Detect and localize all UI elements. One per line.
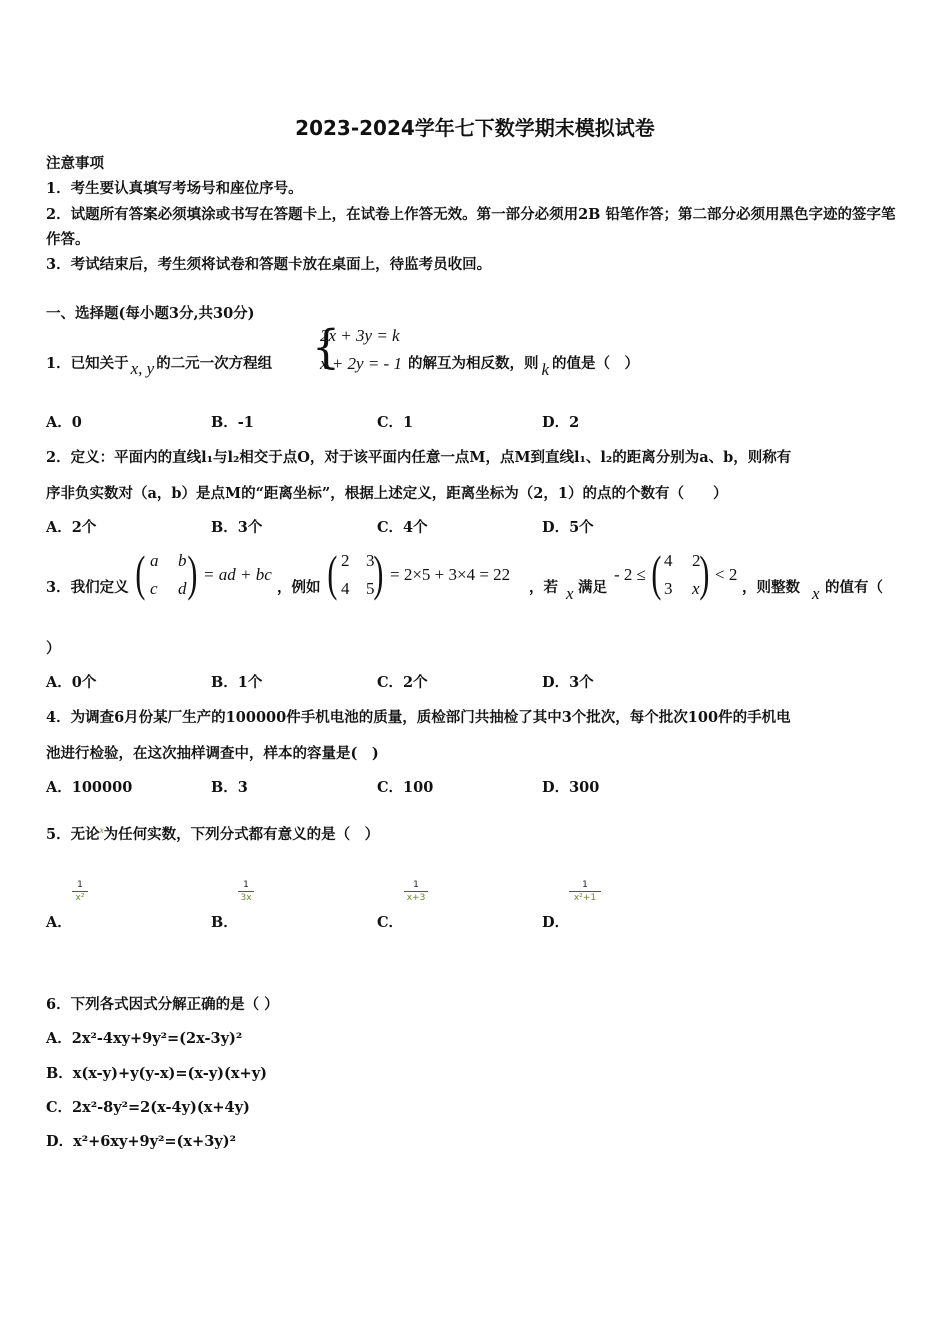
q1-vars: x, y xyxy=(130,359,155,378)
q3-example-label: ，例如 xyxy=(277,579,321,596)
q5-option-b-fraction[interactable]: $\frac{1}{3x}$ xyxy=(238,880,254,904)
notice-item-1: 1．考生要认真填写考场号和座位序号。 xyxy=(46,180,303,197)
q4-line1: 4．为调查6月份某厂生产的100000件手机电池的质量，质检部门共抽检了其中3个批次，每个批次100件的手机电 xyxy=(46,709,791,726)
page-title: 2023-2024学年七下数学期末模拟试卷 xyxy=(295,116,655,140)
notice-heading: 注意事项 xyxy=(46,155,104,172)
q3-tail2: 的值有（ xyxy=(825,579,883,596)
q5-option-d-fraction[interactable]: $\frac{1}{\text{x²+1}}$ xyxy=(569,880,601,904)
q3-option-c[interactable]: C．2个 xyxy=(377,674,428,691)
section-heading: 一、选择题(每小题3分,共30分) xyxy=(46,305,255,322)
q1-suffix xyxy=(408,352,640,379)
q1-k: k xyxy=(541,360,550,379)
q3-cond-label: 满足 xyxy=(578,579,607,596)
q3-prefix: 3．我们定义 xyxy=(46,579,129,596)
q3-matrix-definition: ( ) a b c d xyxy=(135,545,198,601)
q4-option-c[interactable]: C．100 xyxy=(377,779,434,796)
q3-cond-prefix: ，若 xyxy=(529,579,558,596)
q5-option-c-fraction[interactable]: $\frac{1}{x+3}$ xyxy=(404,880,428,904)
q2-option-d[interactable]: D．5个 xyxy=(542,519,594,536)
q1-option-b[interactable]: B．-1 xyxy=(211,414,254,431)
q2-option-b[interactable]: B．3个 xyxy=(211,519,263,536)
q1-suffix1: 的解互为相反数，则 xyxy=(408,355,539,372)
q1-prefix: 1．已知关于 xyxy=(46,355,129,372)
left-brace-icon: { xyxy=(312,320,340,375)
q3-upper-bound: < 2 xyxy=(715,565,738,584)
q4-line2: 池进行检验，在这次抽样调查中，样本的容量是( ) xyxy=(46,745,379,762)
q3-x-var-2: x xyxy=(812,584,820,603)
q6-option-a[interactable]: A．2x²-4xy+9y²=(2x-3y)² xyxy=(46,1030,243,1047)
q5-prefix: 5．无论 xyxy=(46,826,100,843)
q3-option-d[interactable]: D．3个 xyxy=(542,674,594,691)
q2-line2: 序非负实数对（a，b）是点M的“距离坐标”，根据上述定义，距离坐标为（2，1）的点的个数有（ ） xyxy=(46,485,728,502)
q3-example-value: = 2×5 + 3×4 = 22 xyxy=(390,565,511,584)
q2-line1: 2．定义：平面内的直线l₁与l₂相交于点O，对于该平面内任意一点M，点M到直线l₁、l₂的距离分别为a、b，则称有 xyxy=(46,449,792,466)
notice-item-2: 2．试题所有答案必须填涂或书写在答题卡上，在试卷上作答无效。第一部分必须用2B 铅笔作答；第二部分必须用黑色字迹的签字笔作答。 xyxy=(46,206,896,248)
q3-matrix-condition: ( ) 4 2 3 x xyxy=(651,545,710,601)
q3-definition: = ad + bc xyxy=(203,565,272,584)
q3-x-var: x xyxy=(566,584,574,603)
q3-close: ） xyxy=(46,640,61,657)
q1-eq1: 2x + 3y = k xyxy=(320,326,400,345)
q4-option-b[interactable]: B．3 xyxy=(211,779,248,796)
q6-option-b[interactable]: B．x(x-y)+y(y-x)=(x-y)(x+y) xyxy=(46,1065,267,1082)
q1-mid: 的二元一次方程组 xyxy=(156,355,273,372)
q5-stem xyxy=(46,823,379,844)
q2-option-c[interactable]: C．4个 xyxy=(377,519,428,536)
q4-option-a[interactable]: A．100000 xyxy=(46,779,133,796)
q3-option-b[interactable]: B．1个 xyxy=(211,674,263,691)
q3-tail: ，则整数 xyxy=(742,579,800,596)
q2-option-a[interactable]: A．2个 xyxy=(46,519,97,536)
q3-option-a[interactable]: A．0个 xyxy=(46,674,97,691)
q5-x-var: x xyxy=(99,825,104,835)
notice-item-3: 3．考试结束后，考生须将试卷和答题卡放在桌面上，待监考员收回。 xyxy=(46,256,492,273)
q1-option-d[interactable]: D．2 xyxy=(542,414,580,431)
q5-suffix: 为任何实数，下列分式都有意义的是（ ） xyxy=(103,826,380,843)
q6-option-d[interactable]: D．x²+6xy+9y²=(x+3y)² xyxy=(46,1133,236,1150)
q5-option-a-fraction[interactable]: $\frac{1}{\text{x²}}$ xyxy=(72,880,88,904)
q3-matrix-example: ( ) 2 3 4 5 xyxy=(327,545,384,601)
q6-option-c[interactable]: C．2x²-8y²=2(x-4y)(x+4y) xyxy=(46,1099,250,1116)
q1-stem xyxy=(46,352,273,378)
q3-lower-bound: - 2 ≤ xyxy=(614,565,646,584)
q5-option-d-label[interactable]: D． xyxy=(542,914,570,931)
q1-eq2: x + 2y = - 1 xyxy=(320,354,402,373)
q5-option-a-label[interactable]: A． xyxy=(46,914,72,931)
q1-option-a[interactable]: A．0 xyxy=(46,414,82,431)
q5-option-b-label[interactable]: B． xyxy=(211,914,238,931)
q4-option-d[interactable]: D．300 xyxy=(542,779,600,796)
q5-option-c-label[interactable]: C． xyxy=(377,914,404,931)
q1-suffix2: 的值是（ ） xyxy=(552,355,640,372)
q6-stem: 6．下列各式因式分解正确的是（ ） xyxy=(46,996,279,1013)
q1-option-c[interactable]: C．1 xyxy=(377,414,414,431)
